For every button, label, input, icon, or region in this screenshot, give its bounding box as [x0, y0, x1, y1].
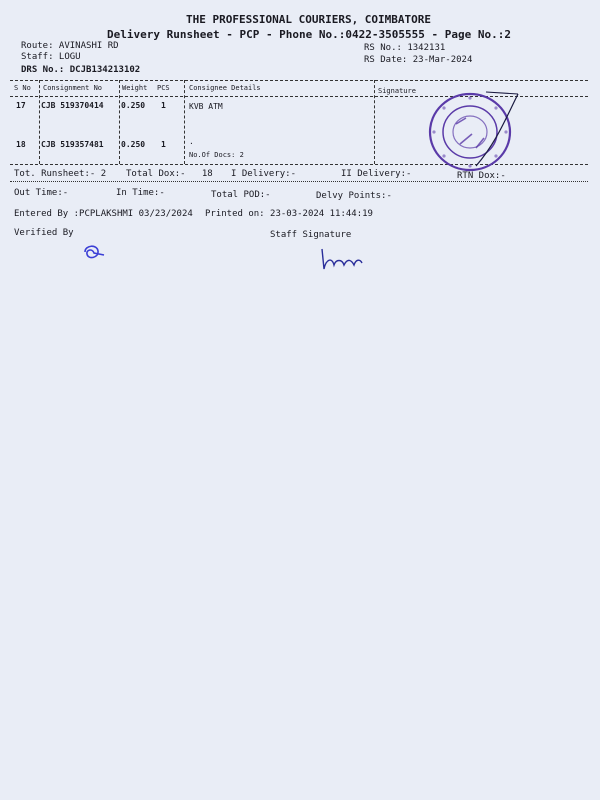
table-row-consignment: CJB 519370414 [41, 101, 104, 110]
table-row-sno: 18 [16, 140, 26, 149]
col-divider-3 [184, 80, 185, 164]
drs-number: DRS No.: DCJB134213102 [21, 65, 141, 75]
runsheet-subtitle: Delivery Runsheet - PCP - Phone No.:0422-3505555 - Page No.:2 [107, 28, 511, 41]
tot-runsheet: Tot. Runsheet:- 2 [14, 169, 107, 179]
staff-signature-label: Staff Signature [270, 230, 352, 240]
table-top-rule [10, 80, 588, 81]
staff-signature [318, 245, 368, 275]
header-sno: S No [14, 84, 31, 92]
header-weight: Weight [122, 84, 148, 92]
office-stamp [426, 88, 536, 178]
in-time: In Time:- [116, 188, 165, 198]
col-divider-4 [374, 80, 375, 164]
staff-label: Staff: LOGU [21, 52, 81, 62]
table-row-consignee: . [189, 137, 194, 146]
rtn-dox: RTN Dox:- [457, 171, 506, 181]
route-label: Route: AVINASHI RD [21, 41, 119, 51]
totals-rule [10, 181, 588, 182]
ii-delivery: II Delivery:- [341, 169, 412, 179]
rs-number: RS No.: 1342131 [364, 43, 446, 53]
verifier-initials [80, 241, 110, 263]
verified-by: Verified By [14, 228, 74, 238]
table-row-docs-count: No.Of Docs: 2 [189, 151, 244, 159]
table-row-pcs: 1 [161, 140, 166, 149]
header-consignment: Consignment No [43, 84, 103, 92]
table-row-weight: 0.250 [121, 140, 146, 149]
col-divider-1 [39, 80, 40, 164]
table-row-pcs: 1 [161, 101, 166, 110]
col-divider-2 [119, 80, 120, 164]
table-row-consignee: KVB ATM [189, 102, 223, 111]
table-row-sno: 17 [16, 101, 26, 110]
printed-on: Printed on: 23-03-2024 11:44:19 [205, 209, 373, 219]
header-consignee: Consignee Details [189, 84, 261, 92]
table-row-weight: 0.250 [121, 101, 146, 110]
total-pod: Total POD:- [211, 190, 271, 200]
total-dox: Total Dox:- 18 [126, 169, 213, 179]
table-row-consignment: CJB 519357481 [41, 140, 104, 149]
header-signature: Signature [378, 87, 416, 95]
header-pcs: PCS [157, 84, 170, 92]
company-title: THE PROFESSIONAL COURIERS, COIMBATORE [186, 13, 432, 26]
rs-date: RS Date: 23-Mar-2024 [364, 55, 473, 65]
i-delivery: I Delivery:- [231, 169, 297, 179]
out-time: Out Time:- [14, 188, 69, 198]
entered-by: Entered By :PCPLAKSHMI 03/23/2024 [14, 209, 193, 219]
delvy-points: Delvy Points:- [316, 191, 392, 201]
